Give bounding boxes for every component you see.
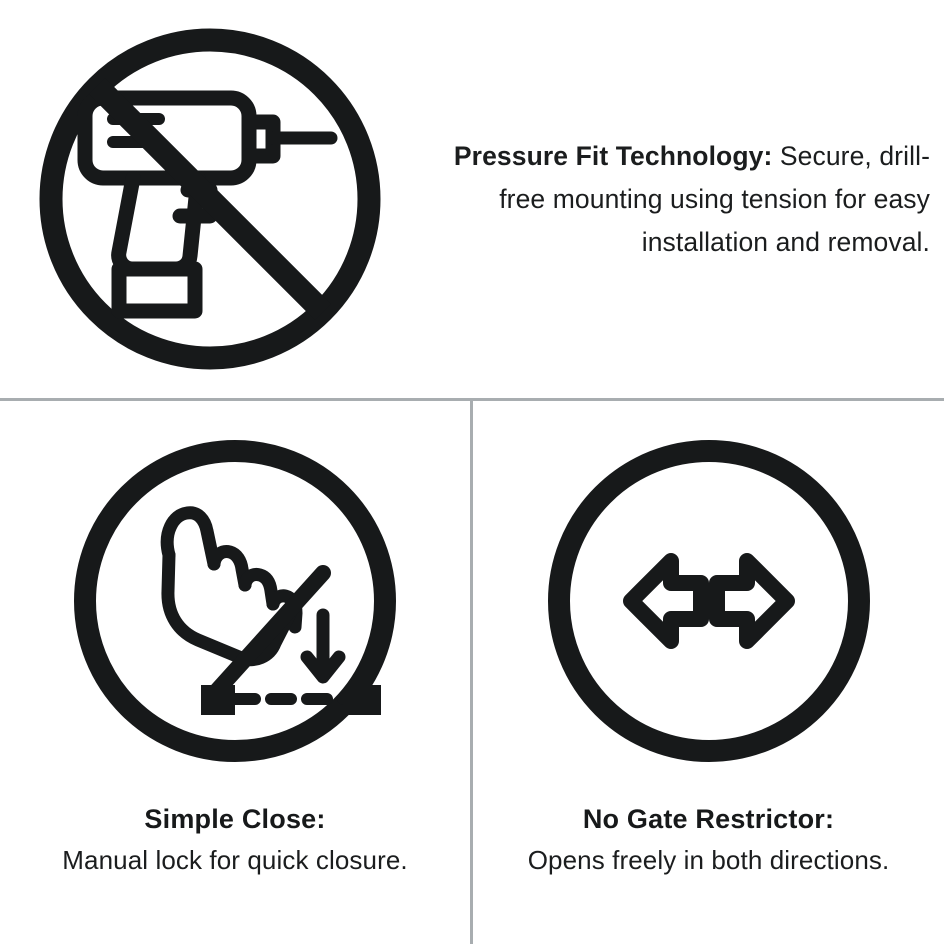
pressure-fit-description: Secure, drill-free mounting using tension for easy installation and removal.	[499, 140, 930, 257]
simple-close-caption	[0, 801, 470, 879]
panel-no-gate-restrictor	[473, 401, 944, 944]
simple-close-title: Simple Close:	[144, 804, 326, 834]
pressure-fit-paragraph	[426, 135, 930, 264]
panel-pressure-fit	[0, 0, 944, 398]
no-drill-icon	[0, 0, 420, 398]
simple-close-icon	[61, 401, 409, 801]
no-gate-restrictor-title: No Gate Restrictor:	[582, 804, 835, 834]
bidirectional-arrows-icon	[535, 401, 883, 801]
no-gate-restrictor-caption	[473, 801, 944, 879]
no-gate-restrictor-subtitle: Opens freely in both directions.	[527, 845, 890, 875]
panel-simple-close	[0, 401, 470, 944]
simple-close-subtitle: Manual lock for quick closure.	[62, 845, 408, 875]
pressure-fit-title: Pressure Fit Technology:	[453, 140, 773, 171]
pressure-fit-text-block	[420, 108, 944, 290]
